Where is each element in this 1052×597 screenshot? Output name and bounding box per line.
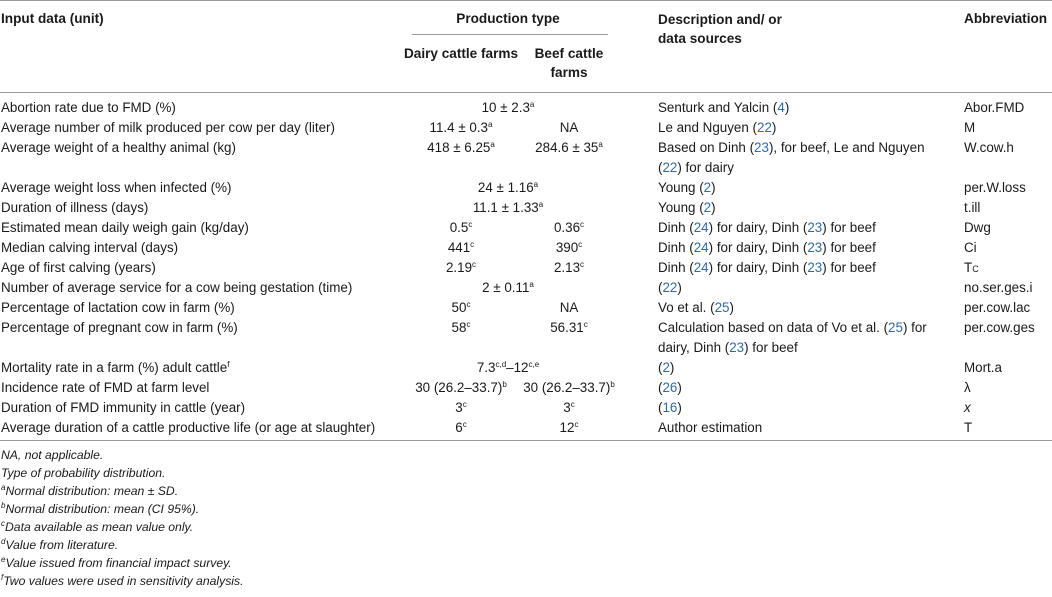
- superscript: a: [529, 100, 535, 109]
- dairy-value-cell: 30 $(26.2-33.7)^b$: [415, 380, 507, 395]
- superscript: c: [462, 420, 467, 429]
- superscript: f: [1, 573, 4, 582]
- input-cell: Average weight loss when infected (%): [1, 180, 232, 195]
- footnote: $^a$Normal distribution: mean ± SD.: [1, 483, 179, 498]
- description-cell: (2): [658, 360, 675, 375]
- reference-link[interactable]: 23: [807, 240, 823, 255]
- superscript: c: [574, 420, 579, 429]
- abbreviation-cell: Mort.a: [964, 360, 1002, 375]
- reference-link[interactable]: 22: [662, 280, 678, 295]
- superscript: c: [580, 260, 585, 269]
- reference-link[interactable]: 24: [693, 260, 709, 275]
- description-cell: Senturk and Yalcin (4): [658, 100, 790, 115]
- description-cell: Dinh (24) for dairy, Dinh (23) for beef: [658, 260, 876, 275]
- beef-value-cell: 0.36$^c$: [553, 220, 585, 235]
- reference-link[interactable]: 25: [714, 300, 730, 315]
- dairy-value-cell: 418 ± 6.25$^a$: [427, 140, 495, 155]
- abbreviation-cell: T: [964, 420, 973, 435]
- merged-value-cell: 2 ± 0.11$^a$: [482, 280, 534, 295]
- reference-link[interactable]: 2: [703, 180, 712, 195]
- abbreviation-cell: per.cow.lac: [964, 300, 1031, 315]
- reference-link[interactable]: 2: [662, 360, 670, 375]
- superscript: b: [502, 380, 507, 389]
- input-cell: Average weight of a healthy animal (kg): [1, 140, 236, 155]
- input-cell: Median calving interval (days): [1, 240, 179, 255]
- reference-link[interactable]: 24: [693, 240, 709, 255]
- input-cell: Incidence rate of FMD at farm level: [1, 380, 210, 395]
- input-cell: Mortality rate in a farm (%) adult cattle$^f$: [1, 360, 230, 375]
- dairy-value-cell: 2.19$^c$: [445, 260, 477, 275]
- header-rule: [0, 92, 1052, 93]
- input-cell: Abortion rate due to FMD (%): [1, 100, 176, 115]
- abbreviation-cell: Dwg: [964, 220, 991, 235]
- description-cell: Le and Nguyen (22): [658, 120, 777, 135]
- description-cell: Vo et al. (25): [658, 300, 734, 315]
- abbreviation-cell: no.ser.ges.i: [964, 280, 1033, 295]
- footnote: $^c$Data available as mean value only.: [1, 519, 194, 534]
- reference-link[interactable]: 23: [807, 220, 823, 235]
- superscript: a: [533, 180, 539, 189]
- input-cell: Average number of milk produced per cow per day (liter): [1, 120, 335, 135]
- beef-value-cell: 56.31$^c$: [550, 320, 588, 335]
- superscript: c: [468, 220, 473, 229]
- description-cell: (16): [658, 400, 682, 415]
- reference-link[interactable]: 23: [754, 140, 769, 155]
- superscript: a: [538, 200, 544, 209]
- beef-value-cell: 3$^c$: [563, 400, 575, 415]
- superscript: c: [570, 400, 575, 409]
- beef-value-cell: 390$^c$: [555, 240, 583, 255]
- description-cell: Young (2): [658, 180, 716, 195]
- superscript: c: [466, 300, 471, 309]
- description-cell: Young (2): [658, 200, 716, 215]
- input-cell: Percentage of pregnant cow in farm (%): [1, 320, 238, 335]
- dairy-value-cell: 11.4 ± 0.3$^a$: [429, 120, 493, 135]
- merged-value-cell: 24 ± 1.16$^a$: [477, 180, 539, 195]
- reference-link[interactable]: 2: [703, 200, 712, 215]
- footnote: Type of probability distribution.: [1, 466, 166, 480]
- superscript: c: [472, 260, 477, 269]
- superscript: c: [578, 240, 583, 249]
- production-rule: [412, 34, 608, 35]
- beef-value-cell: 12$^c$: [559, 420, 579, 435]
- description-cell: Author estimation: [658, 420, 763, 435]
- superscript: b: [1, 501, 6, 510]
- superscript: d: [1, 537, 6, 546]
- abbreviation-cell: M: [964, 120, 976, 135]
- abbreviation-cell: W.cow.h: [964, 140, 1014, 155]
- description-cell: Calculation based on data of Vo et al. (25) for dairy, Dinh (23) for beef: [658, 320, 927, 355]
- dairy-value-cell: 441$^c$: [447, 240, 475, 255]
- superscript: c: [466, 320, 471, 329]
- header-beef: Beef cattle farms: [534, 46, 604, 80]
- beef-value-cell: NA: [559, 300, 579, 315]
- superscript: c,d: [495, 360, 507, 369]
- superscript: b: [610, 380, 615, 389]
- superscript: c: [580, 220, 585, 229]
- subscript: C: [972, 264, 979, 274]
- top-rule: [0, 0, 1052, 1]
- abbreviation-cell: TC: [964, 260, 979, 275]
- merged-value-cell: 10 ± 2.3$^a$: [481, 100, 535, 115]
- reference-link[interactable]: 23: [807, 260, 823, 275]
- input-cell: Percentage of lactation cow in farm (%): [1, 300, 235, 315]
- superscript: f: [227, 360, 230, 369]
- input-cell: Number of average service for a cow being gestation (time): [1, 280, 353, 295]
- abbreviation-cell: Abor.FMD: [964, 100, 1025, 115]
- superscript: c: [462, 400, 467, 409]
- header-abbreviation: Abbreviation: [964, 11, 1048, 26]
- input-cell: Duration of FMD immunity in cattle (year): [1, 400, 246, 415]
- beef-value-cell: 2.13$^c$: [553, 260, 585, 275]
- footnote: $^f$Two values were used in sensitivity analysis.: [1, 573, 244, 588]
- reference-link[interactable]: 16: [662, 400, 678, 415]
- bottom-rule: [0, 440, 1052, 441]
- reference-link[interactable]: 22: [757, 120, 772, 135]
- description-cell: Dinh (24) for dairy, Dinh (23) for beef: [658, 240, 876, 255]
- superscript: a: [598, 140, 603, 149]
- description-cell: Dinh (24) for dairy, Dinh (23) for beef: [658, 220, 876, 235]
- header-input: Input data (unit): [1, 11, 104, 26]
- footnote: $^b$Normal distribution: mean (CI 95%).: [1, 501, 200, 516]
- reference-link[interactable]: 26: [662, 380, 678, 395]
- superscript: a: [1, 483, 6, 492]
- description-cell: Based on Dinh (23), for beef, Le and Nguyen (22) for dairy: [658, 140, 925, 175]
- superscript: c,e: [528, 360, 540, 369]
- superscript: c: [583, 320, 588, 329]
- reference-link[interactable]: 4: [777, 100, 785, 115]
- abbreviation-cell: Ci: [964, 240, 977, 255]
- footnote: $^d$Value from literature.: [1, 537, 119, 552]
- beef-value-cell: $284.6 \pm 35^a$: [535, 140, 603, 155]
- merged-value-cell: 7.3$^{c,d}$–12$^{c,e}$: [476, 360, 540, 375]
- footnote: NA, not applicable.: [1, 448, 104, 462]
- dairy-value-cell: 6$^c$: [455, 420, 467, 435]
- dairy-value-cell: 58$^c$: [451, 320, 471, 335]
- reference-link[interactable]: 23: [729, 340, 745, 355]
- header-production-type: Production type: [456, 11, 560, 26]
- abbreviation-cell: t.ill: [964, 200, 981, 215]
- merged-value-cell: 11.1 ± 1.33$^a$: [472, 200, 544, 215]
- input-cell: Average duration of a cattle productive life (or age at slaughter): [1, 420, 376, 435]
- footnote: $^e$Value issued from financial impact survey.: [1, 555, 232, 570]
- abbreviation-cell: λ: [964, 380, 971, 395]
- description-cell: (26): [658, 380, 682, 395]
- beef-value-cell: 30 $(26.2-33.7)^b$: [523, 380, 615, 395]
- superscript: a: [488, 120, 493, 129]
- input-cell: Age of first calving (years): [1, 260, 156, 275]
- superscript: a: [529, 280, 534, 289]
- dairy-value-cell: 50$^c$: [451, 300, 471, 315]
- abbreviation-cell: per.W.loss: [964, 180, 1026, 195]
- superscript: e: [1, 555, 6, 564]
- dairy-value-cell: 3$^c$: [455, 400, 467, 415]
- reference-link[interactable]: 22: [662, 160, 678, 175]
- input-cell: Estimated mean daily weigh gain (kg/day): [1, 220, 249, 235]
- dairy-value-cell: 0.5$^c$: [449, 220, 473, 235]
- beef-value-cell: NA: [559, 120, 579, 135]
- description-cell: (22): [658, 280, 682, 295]
- abbreviation-cell: per.cow.ges: [964, 320, 1035, 335]
- superscript: c: [1, 519, 5, 528]
- abbreviation-cell: x: [964, 400, 971, 415]
- superscript: a: [490, 140, 495, 149]
- superscript: c: [470, 240, 475, 249]
- header-description: Description and/ or data sources: [658, 12, 782, 46]
- reference-link[interactable]: 25: [888, 320, 903, 335]
- header-dairy: Dairy cattle farms: [403, 46, 519, 61]
- reference-link[interactable]: 24: [693, 220, 709, 235]
- input-cell: Duration of illness (days): [1, 200, 149, 215]
